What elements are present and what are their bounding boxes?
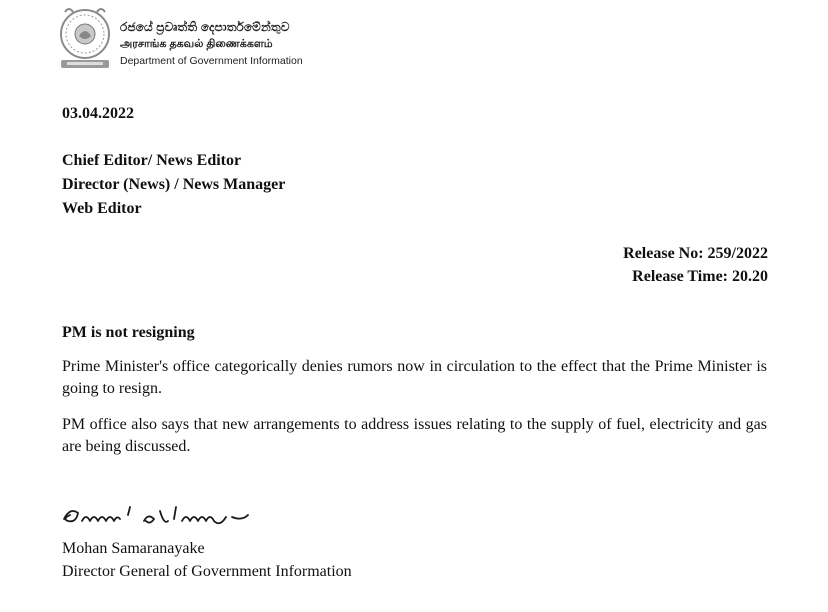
addressee-line: Chief Editor/ News Editor: [62, 152, 242, 169]
government-emblem-icon: [57, 4, 113, 72]
signatory-name: Mohan Samaranayake: [62, 540, 205, 557]
signatory-title: Director General of Government Information: [62, 563, 352, 580]
body-paragraph: Prime Minister's office categorically denies rumors now in circulation to the effect that the Prime Minister is going to resign.: [62, 358, 767, 397]
release-date: 03.04.2022: [62, 105, 134, 122]
release-time: Release Time: 20.20: [632, 268, 768, 285]
release-subject: PM is not resigning: [62, 324, 195, 341]
signature-image: [60, 497, 260, 539]
release-number: Release No: 259/2022: [623, 245, 768, 262]
addressee-line: Director (News) / News Manager: [62, 176, 286, 193]
addressee-line: Web Editor: [62, 200, 142, 217]
letterhead-tamil: அரசாங்க தகவல் திணைக்களம்: [120, 38, 273, 50]
letterhead-sinhala: රජයේ ප්‍රවෘත්ති දෙපාර්තමේන්තුව: [120, 20, 290, 34]
letterhead-english: Department of Government Information: [120, 55, 303, 67]
body-paragraph: PM office also says that new arrangements to address issues relating to the supply of fuel, electricity and gas are being discussed.: [62, 416, 767, 455]
